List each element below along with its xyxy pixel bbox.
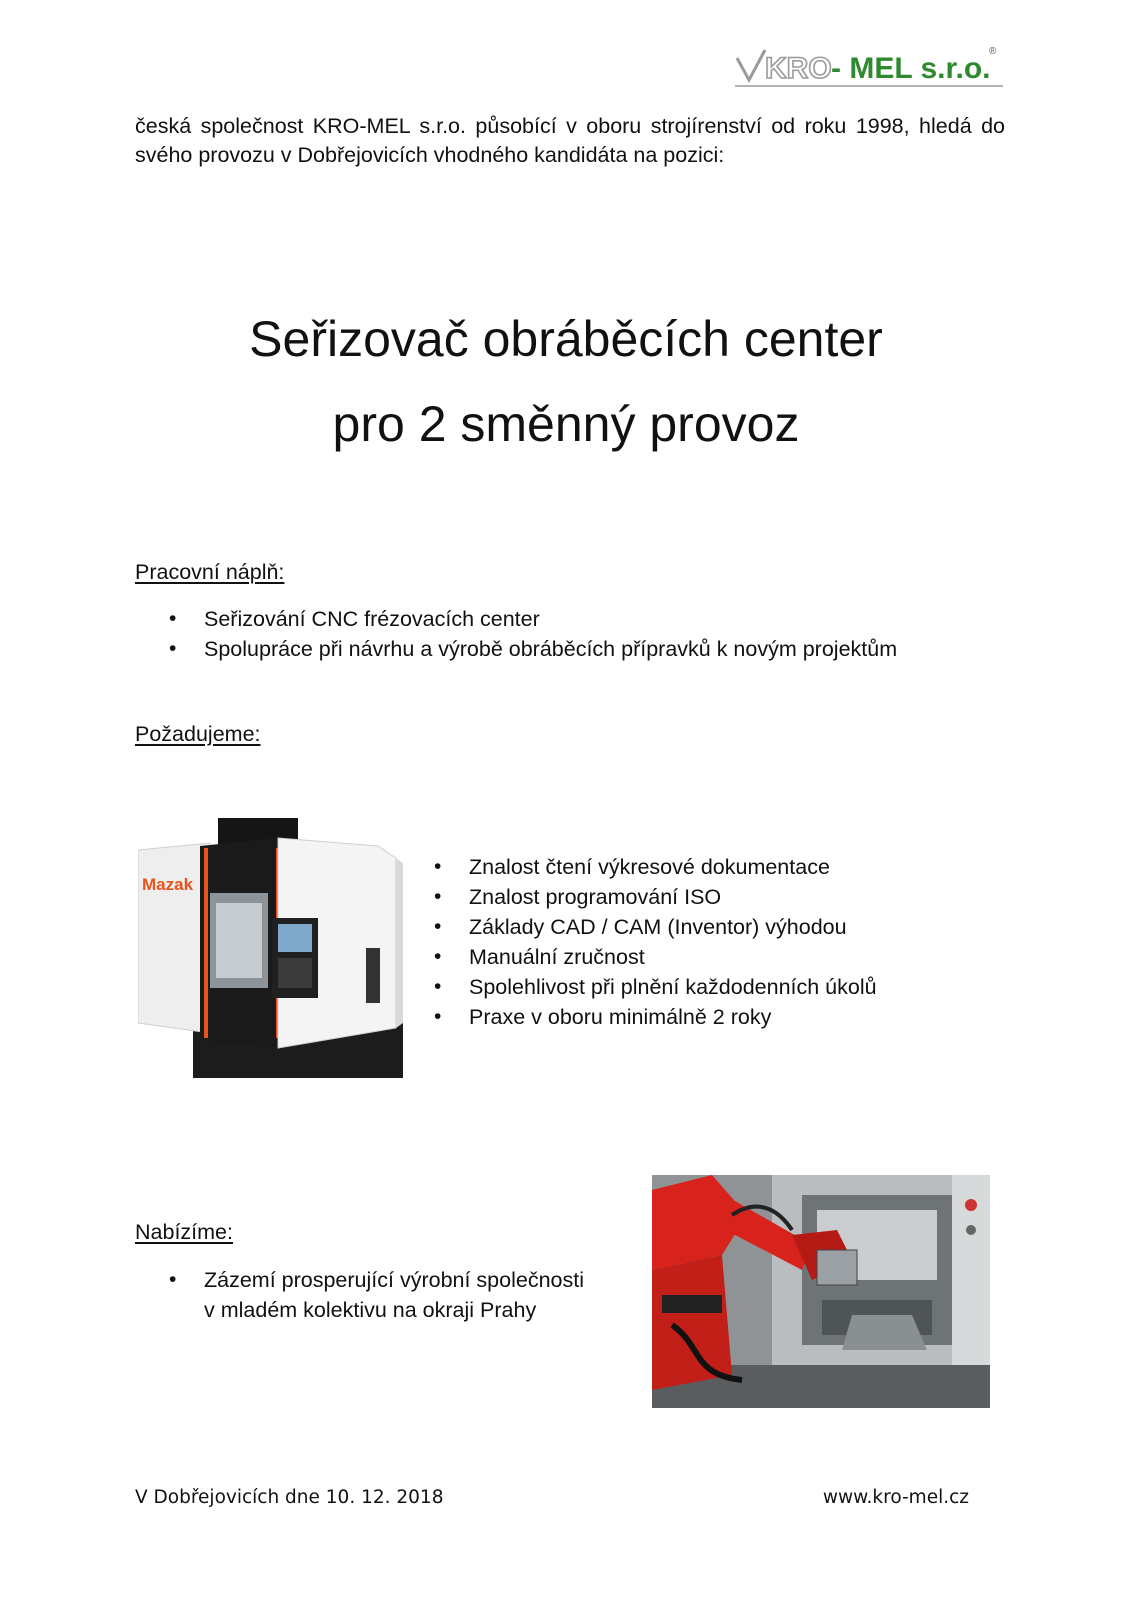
position-title-line2: pro 2 směnný provoz [332,396,800,452]
list-item: • Základy CAD / CAM (Inventor) výhodou [400,912,1020,942]
section-heading-nabizime: Nabízíme: [135,1220,233,1244]
list-item: • Seřizování CNC frézovacích center [135,604,1035,634]
list-item: • Manuální zručnost [400,942,1020,972]
robot-arm-image [652,1175,990,1408]
list-item: • Znalost čtení výkresové dokumentace [400,852,1020,882]
logo-mel-text: - MEL s.r.o. [831,52,991,85]
footer-website: www.kro-mel.cz [822,1487,969,1508]
machine-brand-text: Mazak [142,875,194,894]
footer-date: V Dobřejovicích dne 10. 12. 2018 [135,1487,444,1508]
section-heading-pozadujeme: Požadujeme: [135,722,261,746]
pozadujeme-list [400,852,1020,1032]
list-item-line: Zázemí prosperující výrobní společnosti [204,1268,584,1292]
list-item-line: v mladém kolektivu na okraji Prahy [204,1298,537,1322]
cnc-machine-image [138,818,414,1093]
nabizime-list [135,1265,655,1325]
section-heading-napln: Pracovní náplň: [135,560,285,584]
list-item [135,1265,655,1325]
list-item: • Praxe v oboru minimálně 2 roky [400,1002,1020,1032]
napln-list [135,604,1035,664]
position-title-line1: Seřizovač obráběcích center [249,311,883,367]
intro-paragraph: česká společnost KRO-MEL s.r.o. působící v oboru strojírenství od roku 1998, hledá do svého provozu v Dobřejovicích vhodného kandidáta na pozici: [135,114,1005,167]
list-item: • Spolupráce při návrhu a výrobě obráběcích přípravků k novým projektům [135,634,1035,664]
list-item: • Spolehlivost při plnění každodenních úkolů [400,972,1020,1002]
logo-registered-mark: ® [989,46,997,57]
logo-kro-text: KRO [765,52,832,85]
company-logo [735,42,1003,92]
list-item: • Znalost programování ISO [400,882,1020,912]
